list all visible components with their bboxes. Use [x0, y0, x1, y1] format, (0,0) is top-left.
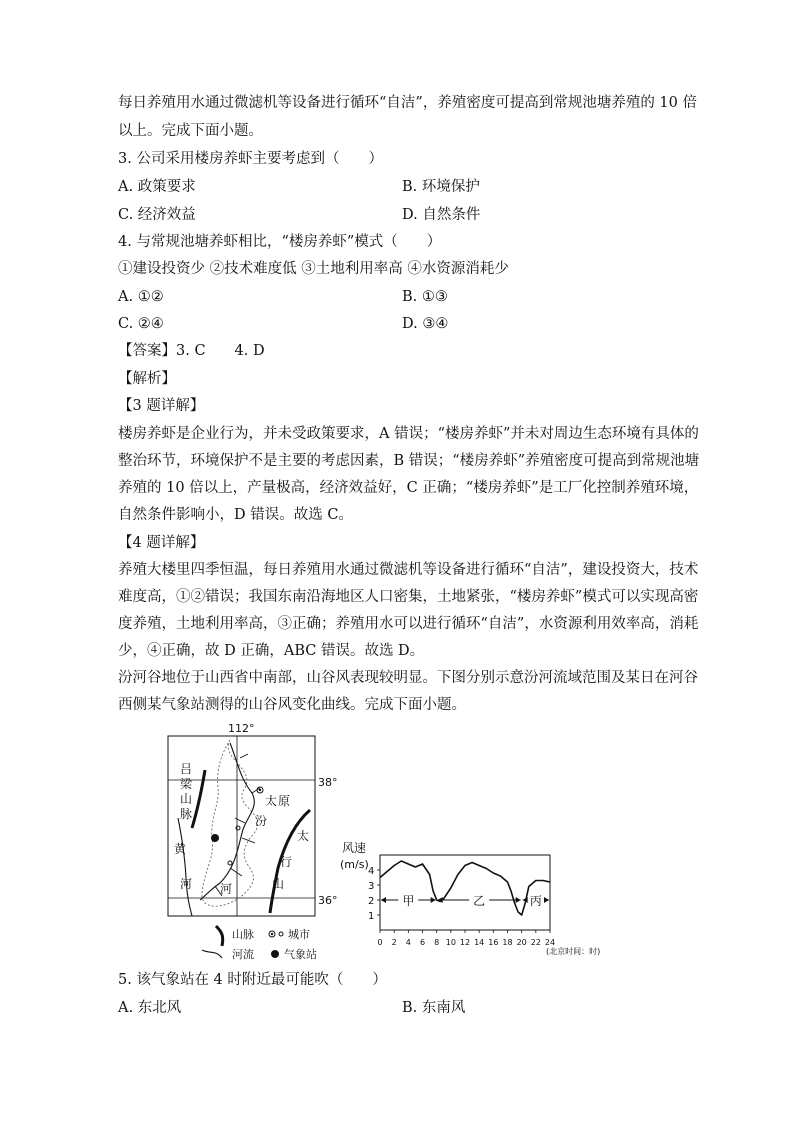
fen-label: 汾: [255, 814, 268, 828]
q4-statements: ①建设投资少 ②技术难度低 ③土地利用率高 ④水资源消耗少: [118, 261, 509, 277]
question-4: 4. 与常规池塘养虾相比，“楼房养虾”模式（ ）: [118, 234, 442, 250]
figure-panel: [160, 718, 630, 963]
lvliang-mountain: [192, 770, 205, 828]
lvliang-label: [180, 762, 193, 821]
y-tick-label: 4: [368, 866, 375, 877]
fenhe-intro-line-1: 汾河谷地位于山西省中南部，山谷风表现较明显。下图分别示意汾河流域范围及某日在河谷: [118, 670, 698, 686]
he-label: 河: [220, 882, 233, 896]
q4-detail-heading: 【4 题详解】: [118, 535, 205, 551]
y-tick-label: 3: [368, 881, 375, 892]
annotation-arrowhead: [381, 897, 386, 903]
q4-option-d: D. ③④: [402, 316, 449, 332]
q4-detail-line-1: 养殖大楼里四季恒温，每日养殖用水通过微滤机等设备进行循环“自洁”，建设投资大，技术: [118, 562, 699, 578]
x-tick-label: 18: [502, 938, 513, 947]
x-tick-label: 14: [474, 938, 485, 947]
svg-text:河: 河: [180, 877, 193, 891]
q3-option-a: A. 政策要求: [118, 179, 196, 195]
chart-ylabel: 风速: [342, 841, 367, 855]
lat-label-top: 38°: [318, 776, 338, 789]
x-tick-label: 24: [544, 938, 556, 947]
x-tick-label: 10: [445, 938, 456, 947]
annotation-arrowhead: [431, 897, 436, 903]
intro-line-2: 以上。完成下面小题。: [118, 123, 263, 139]
city-marker: [228, 861, 232, 865]
q4-detail-line-2: 难度高，①②错误；我国东南沿海地区人口密集，土地紧张，“楼房养虾”模式可以实现高密: [118, 589, 699, 605]
q4-option-a: A. ①②: [118, 289, 164, 305]
legend-small-city: [279, 932, 283, 936]
chart-yunit: (m/s): [340, 858, 369, 871]
svg-text:梁: 梁: [180, 777, 193, 791]
svg-text:太: 太: [297, 829, 310, 843]
q5-option-b: B. 东南风: [402, 1000, 466, 1016]
legend-city: 城市: [288, 928, 310, 941]
q4-detail-line-3: 度养殖，土地利用率高，③正确；养殖用水可以进行循环“自洁”，水资源利用效率高，消耗: [118, 616, 699, 632]
taiyuan-label-2: 原: [278, 794, 291, 808]
x-tick-label: 4: [405, 938, 411, 947]
y-tick-label: 1: [368, 911, 375, 922]
q3-detail-line-2: 整治环节，环境保护不是主要的考虑因素，B 错误；“楼房养虾”养殖密度可提高到常规池塘: [118, 453, 700, 469]
taiyuan-label-1: 太: [265, 794, 278, 808]
q4-option-c: C. ②④: [118, 316, 164, 332]
intro-line-1: 每日养殖用水通过微滤机等设备进行循环“自洁”，养殖密度可提高到常规池塘养殖的 10 倍: [118, 95, 697, 111]
svg-text:山: 山: [272, 877, 285, 891]
legend-mountain-swatch: [216, 926, 223, 946]
taiyuan-city-dot: [259, 789, 261, 791]
q4-detail-line-4: 少，④正确，故 D 正确，ABC 错误。故选 D。: [118, 643, 425, 659]
svg-text:山: 山: [180, 792, 193, 806]
analysis-heading: 【解析】: [118, 371, 176, 387]
huanghe-river: [178, 818, 192, 916]
legend-river-swatch: [202, 950, 222, 958]
svg-text:脉: 脉: [180, 807, 193, 821]
x-tick-label: 20: [516, 938, 527, 947]
q3-option-c: C. 经济效益: [118, 207, 196, 223]
x-tick-label: 12: [459, 938, 471, 947]
chart-xlabel: (北京时间：时): [546, 947, 601, 956]
legend-mountain: 山脉: [232, 928, 254, 941]
x-tick-label: 8: [434, 938, 440, 947]
svg-text:吕: 吕: [180, 762, 193, 776]
y-tick-label: 2: [368, 896, 375, 907]
annotation-label: 甲: [402, 894, 415, 908]
huanghe-label: [174, 842, 192, 891]
fenhe-intro-line-2: 西侧某气象站测得的山谷风变化曲线。完成下面小题。: [118, 697, 466, 713]
q3-detail-heading: 【3 题详解】: [118, 398, 205, 414]
svg-text:黄: 黄: [174, 842, 187, 856]
x-tick-label: 2: [391, 938, 397, 947]
annotation-arrowhead: [516, 897, 521, 903]
q3-detail-line-4: 自然条件影响小，D 错误。故选 C。: [118, 507, 353, 523]
x-tick-label: 16: [488, 938, 499, 947]
x-tick-label: 0: [377, 938, 383, 947]
legend-river: 河流: [232, 948, 254, 961]
q3-detail-line-3: 养殖的 10 倍以上，产量极高，经济效益好，C 正确；“楼房养虾”是工厂化控制养殖环境，: [118, 480, 699, 496]
q5-option-a: A. 东北风: [118, 1000, 182, 1016]
x-tick-label: 22: [530, 938, 541, 947]
legend-station: 气象站: [284, 948, 317, 961]
lon-label: 112°: [228, 722, 255, 735]
annotation-label: 丙: [529, 894, 542, 908]
q3-option-d: D. 自然条件: [402, 207, 481, 223]
question-3: 3. 公司采用楼房养虾主要考虑到（ ）: [118, 151, 383, 167]
fenhe-river: [200, 743, 254, 900]
answer-line: 【答案】3. C 4. D: [118, 343, 265, 359]
lat-label-bottom: 36°: [318, 894, 338, 907]
svg-text:行: 行: [280, 855, 293, 869]
weather-station: [211, 834, 219, 842]
q4-option-b: B. ①③: [402, 289, 448, 305]
fenhe-map: [160, 718, 630, 963]
annotation-label: 乙: [473, 894, 486, 908]
q3-option-b: B. 环境保护: [402, 179, 480, 195]
wind-speed-chart: [340, 840, 600, 956]
q3-detail-line-1: 楼房养虾是企业行为，并未受政策要求，A 错误；“楼房养虾”并未对周边生态环境有具体的: [118, 426, 699, 442]
annotation-arrowhead: [544, 897, 549, 903]
legend-station-swatch: [271, 950, 279, 958]
question-5: 5. 该气象站在 4 时附近最可能吹（ ）: [118, 972, 387, 988]
x-tick-label: 6: [419, 938, 426, 947]
